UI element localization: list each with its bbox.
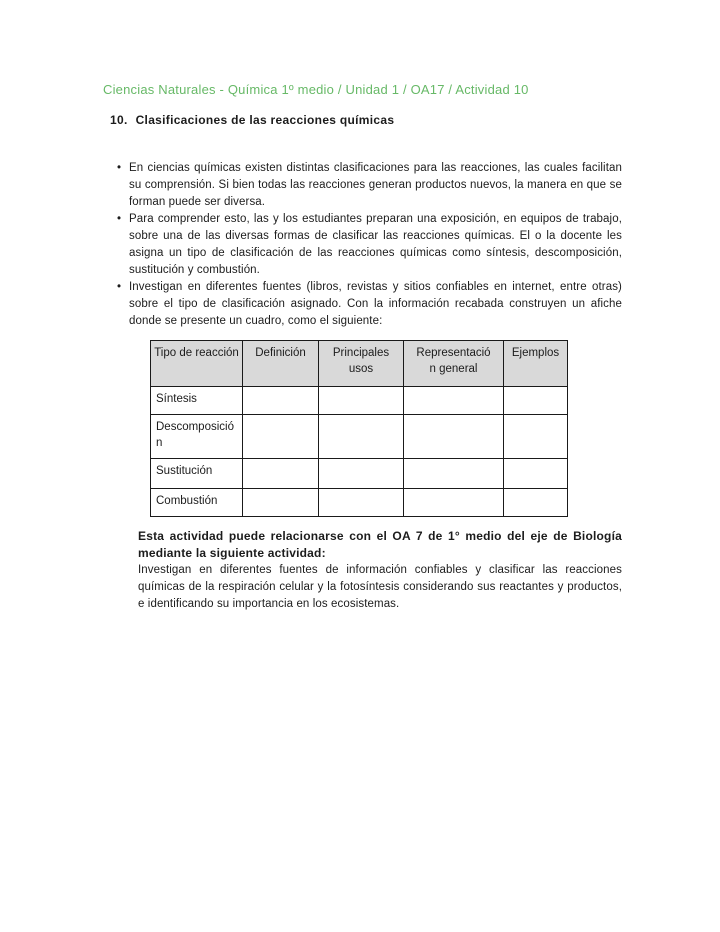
note-bold-lead: Esta actividad puede relacionarse con el OA 7 de 1° medio del eje de Biología mediante la siguiente actividad: — [138, 529, 622, 560]
header-label: Ejemplos — [511, 347, 560, 359]
row-label: Sustitución — [151, 459, 243, 489]
empty-cell — [404, 459, 504, 489]
empty-cell — [504, 489, 568, 517]
empty-cell — [504, 459, 568, 489]
bullet-list — [117, 160, 622, 330]
table-row-combustion — [151, 489, 568, 517]
table-row-sintesis — [151, 387, 568, 415]
empty-cell — [404, 415, 504, 459]
empty-cell — [243, 489, 319, 517]
empty-cell — [243, 387, 319, 415]
related-activity-note — [138, 528, 622, 613]
header-label: Tipo de reacción — [154, 347, 239, 359]
header-cell-ejemplos — [504, 341, 568, 387]
empty-cell — [243, 415, 319, 459]
header-label: Principales usos — [332, 347, 390, 375]
header-cell-principales-usos — [319, 341, 404, 387]
empty-cell — [504, 387, 568, 415]
bullet-item: • Investigan en diferentes fuentes (libros, revistas y sitios confiables en internet, entre otras) sobre el tipo de clasificación asignado. Con la información recabada construyen un afiche donde se presente un cuadro, como el siguiente: — [117, 279, 622, 330]
row-label: Combustión — [151, 489, 243, 517]
empty-cell — [319, 387, 404, 415]
table-row-sustitucion — [151, 459, 568, 489]
header-cell-tipo-de-reaccion — [151, 341, 243, 387]
empty-cell — [504, 415, 568, 459]
breadcrumb: Ciencias Naturales - Química 1º medio / Unidad 1 / OA17 / Actividad 10 — [103, 82, 529, 97]
activity-title: Clasificaciones de las reacciones químicas — [135, 113, 395, 127]
classification-table — [150, 340, 568, 517]
bullet-item: • Para comprender esto, las y los estudiantes preparan una exposición, en equipos de trabajo, sobre una de las diversas formas de clasificar las reacciones químicas. El o la docente les asigna un tipo de clasificación de las reacciones químicas como síntesis, descomposición, sustitución y combustión. — [117, 211, 622, 279]
header-cell-representacion-general — [404, 341, 504, 387]
row-label: Síntesis — [151, 387, 243, 415]
empty-cell — [404, 489, 504, 517]
activity-heading — [110, 113, 394, 127]
table-header-row — [151, 341, 568, 387]
header-label: Definición — [255, 347, 306, 359]
header-label: Representación general — [416, 347, 491, 375]
empty-cell — [319, 459, 404, 489]
header-cell-definicion — [243, 341, 319, 387]
row-label: Descomposición — [151, 415, 243, 459]
empty-cell — [243, 459, 319, 489]
bullet-item: • En ciencias químicas existen distintas clasificaciones para las reacciones, las cuales facilitan su comprensión. Si bien todas las reacciones generan productos nuevos, la manera en que se forman puede ser diversa. — [117, 160, 622, 211]
activity-number: 10. — [110, 113, 128, 127]
empty-cell — [319, 489, 404, 517]
empty-cell — [404, 387, 504, 415]
table-row-descomposicion — [151, 415, 568, 459]
note-body: Investigan en diferentes fuentes de información confiables y clasificar las reacciones químicas de la respiración celular y la fotosíntesis considerando sus reactantes y productos, e identificando su importancia en los ecosistemas. — [138, 564, 622, 610]
empty-cell — [319, 415, 404, 459]
